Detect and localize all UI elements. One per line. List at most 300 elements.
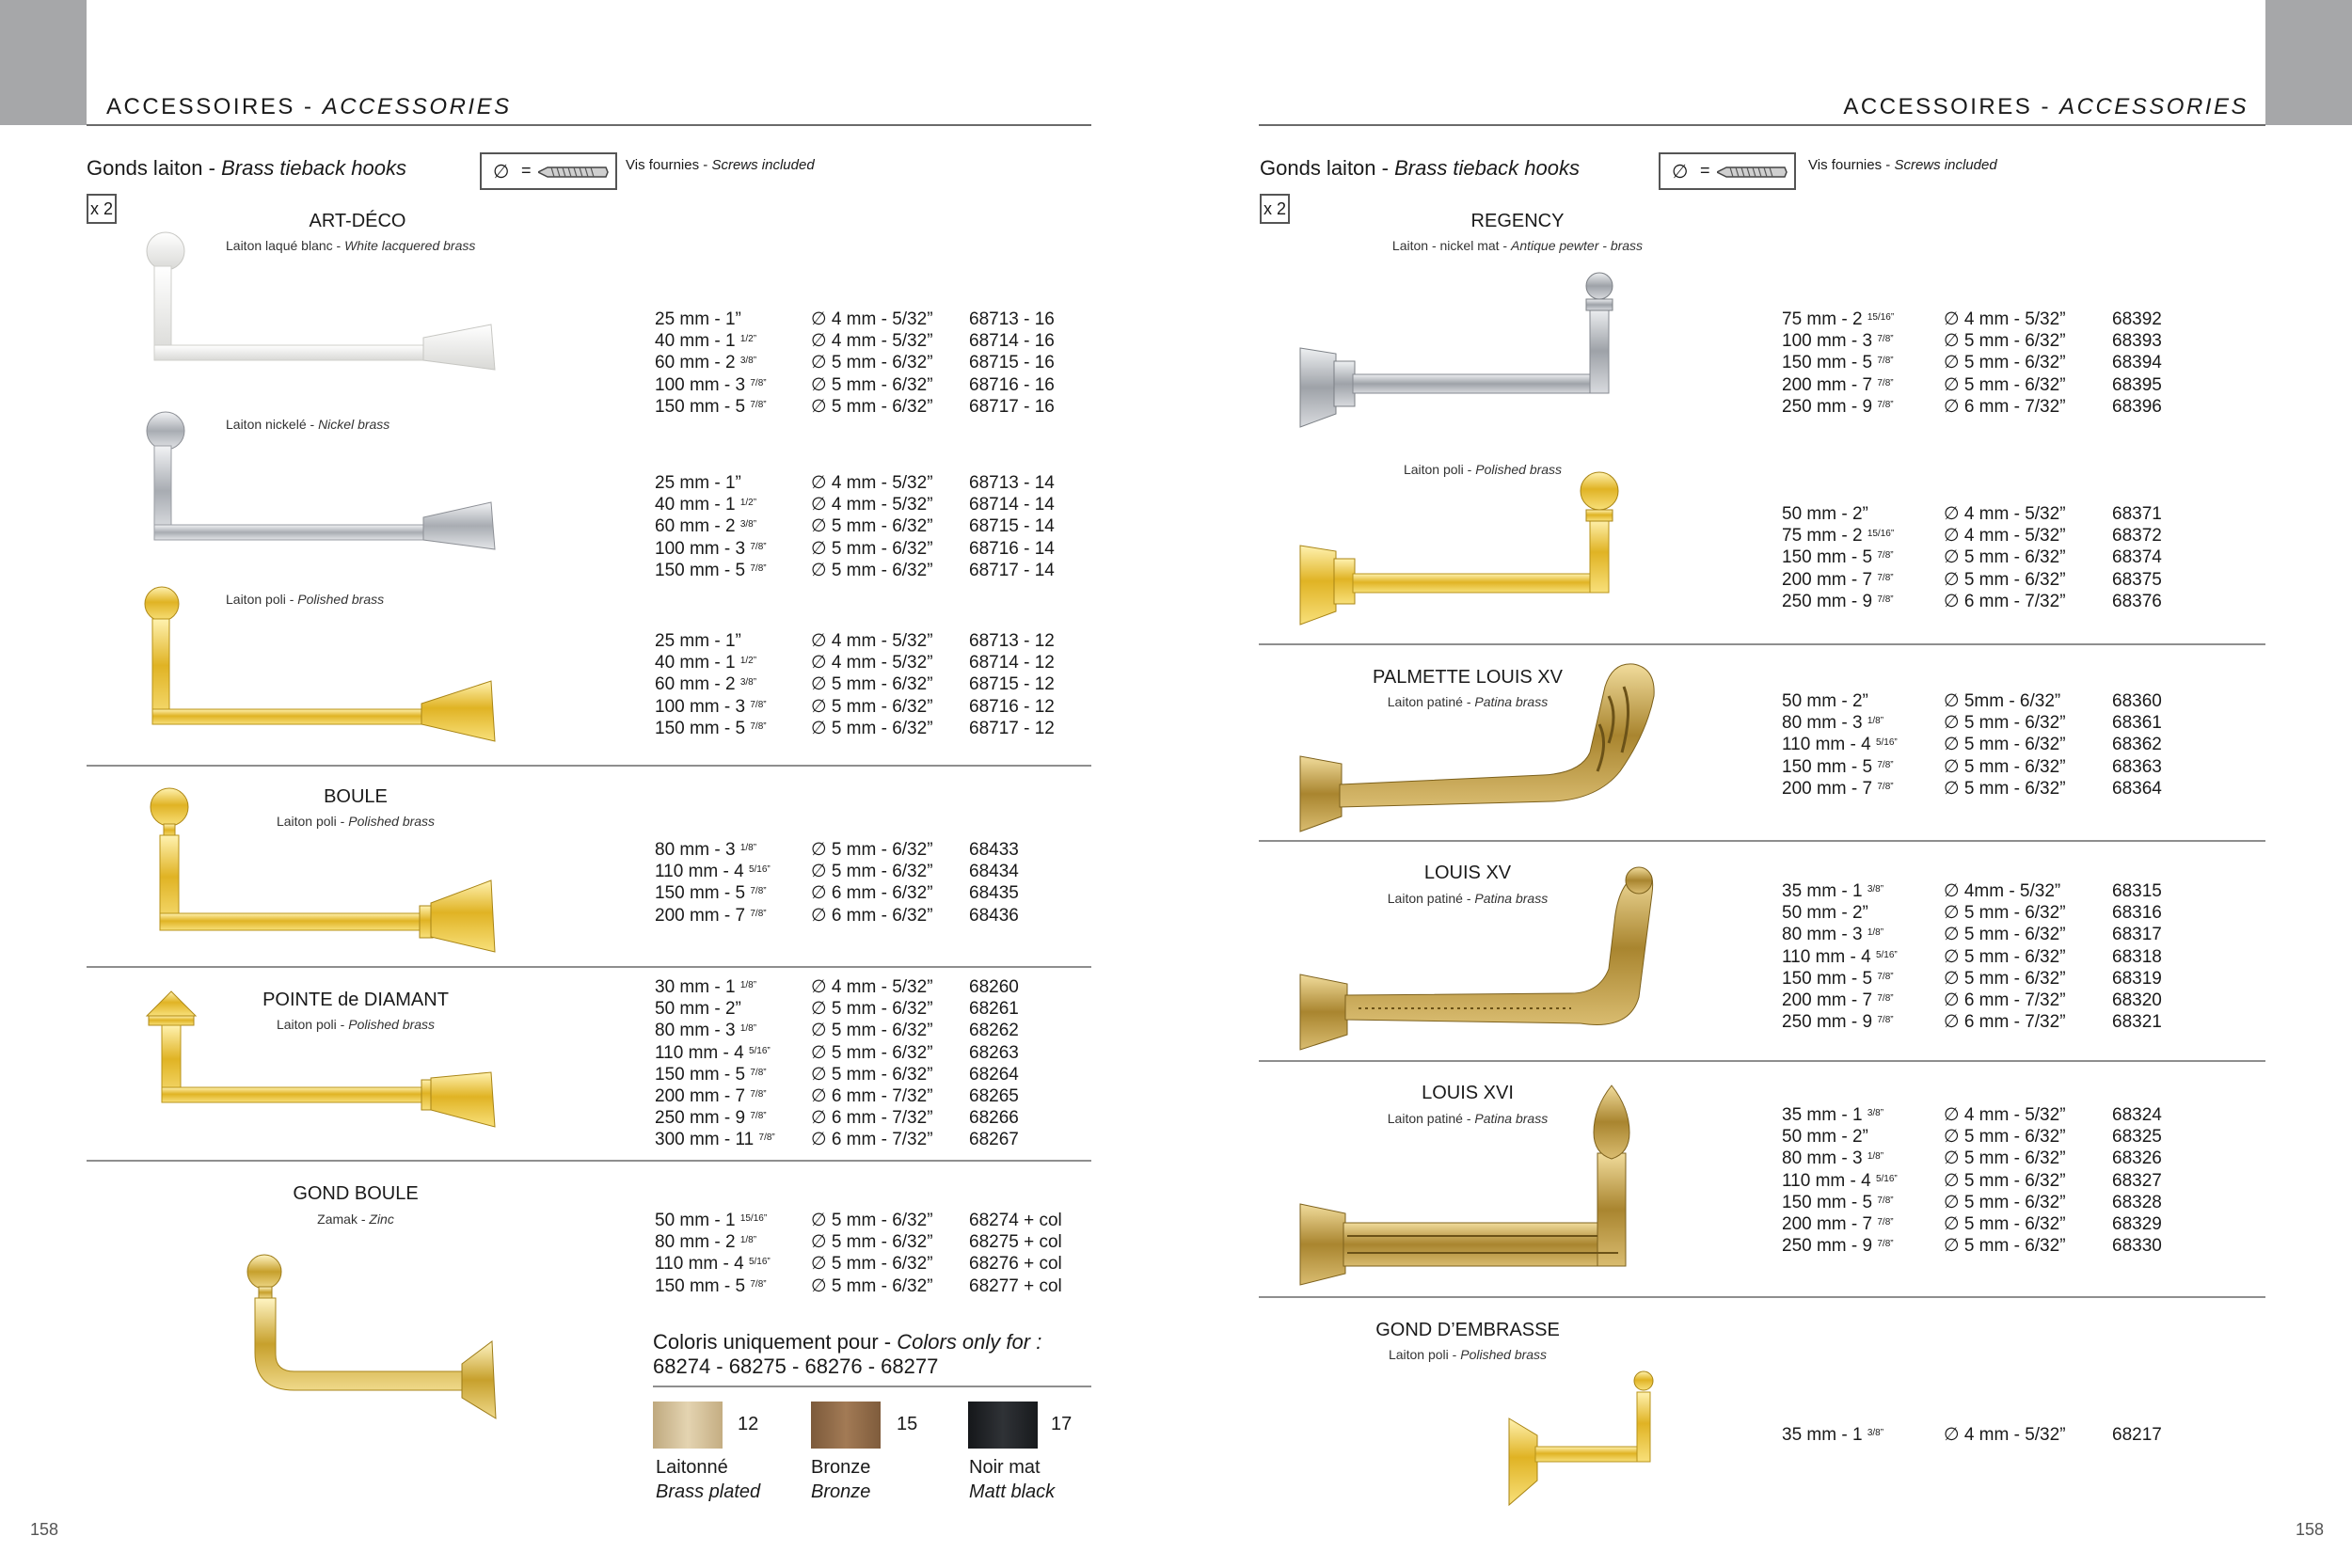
screw-cell: ∅ 4 mm - 5/32” bbox=[1944, 526, 2066, 546]
size-cell: 110 mm - 4 $^{5/16”}$ bbox=[1782, 1170, 1898, 1191]
screw-cell: ∅ 5 mm - 6/32” bbox=[811, 353, 933, 373]
reference-cell: 68267 bbox=[969, 1130, 1019, 1150]
reference-cell: 68362 bbox=[2112, 735, 2162, 755]
product-name-gond-boule: GOND BOULE bbox=[293, 1183, 419, 1204]
size-fraction: 7/8” bbox=[750, 1067, 767, 1078]
size-cell: 80 mm - 3 $^{1/8”}$ bbox=[655, 1021, 757, 1041]
reference-cell: 68371 bbox=[2112, 504, 2162, 524]
size-fraction: 5/16” bbox=[1875, 949, 1898, 960]
screw-cell: ∅ 5 mm - 6/32” bbox=[811, 1254, 933, 1275]
reference-cell: 68329 bbox=[2112, 1213, 2162, 1234]
swatch-label-matt-black: Noir mat Matt black bbox=[969, 1457, 1056, 1502]
size-cell: 60 mm - 2 $^{3/8”}$ bbox=[655, 353, 757, 373]
reference-cell: 68321 bbox=[2112, 1012, 2162, 1033]
size-cell: 250 mm - 9 $^{7/8”}$ bbox=[1782, 591, 1894, 611]
reference-cell: 68266 bbox=[969, 1108, 1019, 1129]
size-cell: 40 mm - 1 $^{1/2”}$ bbox=[655, 495, 757, 515]
material-gond-dembrasse: Laiton poli - Polished brass bbox=[1388, 1347, 1548, 1362]
screw-cell: ∅ 5 mm - 6/32” bbox=[1944, 946, 2066, 967]
size-fraction: 5/16” bbox=[1875, 737, 1898, 749]
screw-cell: ∅ 5 mm - 6/32” bbox=[1944, 1192, 2066, 1212]
size-cell: 60 mm - 2 $^{3/8”}$ bbox=[655, 516, 757, 537]
reference-cell: 68717 - 12 bbox=[969, 718, 1055, 738]
size-fraction: 5/16” bbox=[1875, 1173, 1898, 1184]
louis-xv-hook-image bbox=[1298, 856, 1731, 1053]
size-fraction: 1/8” bbox=[739, 980, 757, 990]
size-fraction: 7/8” bbox=[1877, 1216, 1894, 1227]
screw-cell: ∅ 4mm - 5/32” bbox=[1944, 881, 2061, 901]
screw-cell: ∅ 5 mm - 6/32” bbox=[1944, 735, 2066, 755]
screw-cell: ∅ 6 mm - 7/32” bbox=[811, 1130, 933, 1150]
screw-cell: ∅ 5 mm - 6/32” bbox=[811, 1211, 933, 1230]
screw-cell: ∅ 5 mm - 6/32” bbox=[1944, 353, 2066, 373]
screw-cell: ∅ 5 mm - 6/32” bbox=[1944, 968, 2066, 989]
reference-cell: 68394 bbox=[2112, 353, 2162, 373]
screw-cell: ∅ 6 mm - 6/32” bbox=[811, 883, 933, 904]
left-quantity-badge: x 2 bbox=[87, 194, 117, 224]
size-fraction: 1/8” bbox=[1867, 716, 1884, 727]
screw-cell: ∅ 5 mm - 6/32” bbox=[1944, 569, 2066, 590]
swatch-number: 17 bbox=[1051, 1414, 1073, 1434]
reference-cell: 68376 bbox=[2112, 591, 2162, 611]
reference-cell: 68263 bbox=[969, 1042, 1019, 1063]
reference-cell: 68364 bbox=[2112, 778, 2162, 799]
reference-cell: 68717 - 14 bbox=[969, 560, 1055, 580]
screw-cell: ∅ 5 mm - 6/32” bbox=[811, 516, 933, 537]
right-screw-legend bbox=[1659, 152, 1796, 190]
pointe-de-diamant-hook-image bbox=[141, 988, 499, 1129]
screw-cell: ∅ 6 mm - 7/32” bbox=[1944, 1012, 2066, 1033]
size-cell: 150 mm - 5 $^{7/8”}$ bbox=[1782, 353, 1894, 373]
size-fraction: 1/8” bbox=[739, 1023, 757, 1035]
screw-cell: ∅ 6 mm - 7/32” bbox=[1944, 591, 2066, 611]
size-fraction: 3/8” bbox=[1867, 884, 1884, 895]
reference-cell: 68715 - 12 bbox=[969, 674, 1055, 695]
reference-cell: 68714 - 14 bbox=[969, 495, 1055, 515]
size-cell: 100 mm - 3 $^{7/8”}$ bbox=[655, 374, 767, 395]
size-fraction: 1/2” bbox=[739, 334, 757, 345]
size-cell: 200 mm - 7 $^{7/8”}$ bbox=[1782, 374, 1894, 395]
size-fraction: 15/16” bbox=[1867, 312, 1895, 323]
swatch-label-bronze: Bronze Bronze bbox=[811, 1457, 871, 1502]
screw-cell: ∅ 5 mm - 6/32” bbox=[811, 374, 933, 395]
reference-cell: 68276 + col bbox=[969, 1254, 1062, 1275]
diameter-symbol: ∅ bbox=[1672, 162, 1689, 182]
size-cell: 110 mm - 4 $^{5/16”}$ bbox=[655, 1254, 771, 1275]
left-header-rule bbox=[87, 124, 1091, 126]
reference-cell: 68328 bbox=[2112, 1192, 2162, 1212]
size-fraction: 7/8” bbox=[1877, 399, 1894, 410]
size-cell: 250 mm - 9 $^{7/8”}$ bbox=[1782, 396, 1894, 417]
size-cell: 110 mm - 4 $^{5/16”}$ bbox=[1782, 946, 1898, 967]
size-cell: 150 mm - 5 $^{7/8”}$ bbox=[1782, 968, 1894, 989]
size-cell: 200 mm - 7 $^{7/8”}$ bbox=[1782, 990, 1894, 1010]
screw-cell: ∅ 4 mm - 5/32” bbox=[811, 977, 933, 997]
reference-cell: 68716 - 12 bbox=[969, 696, 1055, 717]
reference-cell: 68392 bbox=[2112, 309, 2162, 329]
size-fraction: 15/16” bbox=[739, 1213, 768, 1224]
art-deco-nickel-hook-image bbox=[141, 410, 499, 551]
size-cell: 110 mm - 4 $^{5/16”}$ bbox=[655, 1042, 771, 1063]
divider bbox=[1259, 840, 2265, 842]
reference-cell: 68217 bbox=[2112, 1425, 2162, 1445]
reference-cell: 68319 bbox=[2112, 968, 2162, 989]
screw-cell: ∅ 5 mm - 6/32” bbox=[811, 396, 933, 417]
divider bbox=[1259, 1060, 2265, 1062]
screw-icon bbox=[1717, 164, 1788, 181]
screw-cell: ∅ 6 mm - 6/32” bbox=[811, 905, 933, 926]
size-fraction: 7/8” bbox=[1877, 759, 1894, 770]
reference-cell: 68325 bbox=[2112, 1127, 2162, 1148]
size-fraction: 1/8” bbox=[1867, 927, 1884, 939]
swatch-matt-black bbox=[968, 1402, 1038, 1449]
size-fraction: 7/8” bbox=[1877, 1015, 1894, 1026]
palmette-louis-xv-hook-image bbox=[1298, 658, 1712, 837]
reference-cell: 68715 - 16 bbox=[969, 353, 1055, 373]
size-fraction: 1/2” bbox=[739, 498, 757, 509]
material-gond-boule: Zamak - Zinc bbox=[317, 1212, 394, 1227]
size-fraction: 5/16” bbox=[748, 1257, 771, 1268]
size-cell: 25 mm - 1” bbox=[655, 631, 741, 651]
size-fraction: 5/16” bbox=[748, 1045, 771, 1056]
reference-cell: 68714 - 16 bbox=[969, 331, 1055, 352]
screw-icon bbox=[538, 164, 610, 181]
size-cell: 25 mm - 1” bbox=[655, 473, 741, 493]
screw-cell: ∅ 5 mm - 6/32” bbox=[1944, 1170, 2066, 1191]
material-louis-xv: Laiton patiné - Patina brass bbox=[1387, 891, 1549, 906]
reference-cell: 68717 - 16 bbox=[969, 396, 1055, 417]
size-fraction: 7/8” bbox=[1877, 971, 1894, 982]
screw-cell: ∅ 5 mm - 6/32” bbox=[1944, 713, 2066, 734]
colors-block-title: Coloris uniquement pour - Colors only for : bbox=[653, 1330, 1042, 1354]
left-screw-legend bbox=[480, 152, 617, 190]
reference-cell: 68317 bbox=[2112, 925, 2162, 945]
screw-cell: ∅ 4 mm - 5/32” bbox=[811, 653, 933, 673]
equals-sign: = bbox=[1700, 161, 1710, 180]
reference-cell: 68716 - 16 bbox=[969, 374, 1055, 395]
size-cell: 30 mm - 1 $^{1/8”}$ bbox=[655, 977, 757, 997]
reference-cell: 68360 bbox=[2112, 691, 2162, 711]
reference-cell: 68361 bbox=[2112, 713, 2162, 734]
size-cell: 150 mm - 5 $^{7/8”}$ bbox=[655, 560, 767, 580]
divider bbox=[87, 765, 1091, 767]
screw-cell: ∅ 5 mm - 6/32” bbox=[811, 1021, 933, 1041]
material-polished-brass-art-deco: Laiton poli - Polished brass bbox=[226, 592, 385, 607]
screw-cell: ∅ 5mm - 6/32” bbox=[1944, 691, 2061, 711]
reference-cell: 68436 bbox=[969, 905, 1019, 926]
material-polished-brass-regency: Laiton poli - Polished brass bbox=[1403, 462, 1563, 477]
screw-cell: ∅ 4 mm - 5/32” bbox=[1944, 1105, 2066, 1125]
size-fraction: 7/8” bbox=[1877, 594, 1894, 605]
reference-cell: 68433 bbox=[969, 840, 1019, 860]
size-fraction: 7/8” bbox=[750, 1088, 767, 1100]
left-section-title: Gonds laiton - Brass tieback hooks bbox=[87, 156, 406, 180]
reference-cell: 68326 bbox=[2112, 1148, 2162, 1169]
right-section-title: Gonds laiton - Brass tieback hooks bbox=[1260, 156, 1580, 180]
size-cell: 150 mm - 5 $^{7/8”}$ bbox=[1782, 1192, 1894, 1212]
screw-cell: ∅ 5 mm - 6/32” bbox=[811, 560, 933, 580]
size-fraction: 3/8” bbox=[739, 356, 757, 367]
swatch-number: 12 bbox=[738, 1414, 759, 1434]
right-screws-note: Vis fournies - Screws included bbox=[1808, 157, 1997, 173]
size-cell: 110 mm - 4 $^{5/16”}$ bbox=[1782, 735, 1898, 755]
swatch-number: 15 bbox=[897, 1414, 918, 1434]
screw-cell: ∅ 5 mm - 6/32” bbox=[811, 1275, 933, 1296]
size-fraction: 7/8” bbox=[1877, 1195, 1894, 1206]
material-white-lacquered: Laiton laqué blanc - White lacquered brass bbox=[226, 238, 476, 253]
size-cell: 150 mm - 5 $^{7/8”}$ bbox=[655, 1064, 767, 1085]
size-fraction: 7/8” bbox=[750, 562, 767, 574]
size-cell: 80 mm - 2 $^{1/8”}$ bbox=[655, 1232, 757, 1253]
size-cell: 100 mm - 3 $^{7/8”}$ bbox=[1782, 331, 1894, 352]
colors-block-refs: 68274 - 68275 - 68276 - 68277 bbox=[653, 1354, 939, 1378]
screw-cell: ∅ 5 mm - 6/32” bbox=[1944, 547, 2066, 568]
size-cell: 200 mm - 7 $^{7/8”}$ bbox=[655, 1085, 767, 1106]
material-louis-xvi: Laiton patiné - Patina brass bbox=[1387, 1111, 1549, 1126]
screw-cell: ∅ 4 mm - 5/32” bbox=[1944, 1425, 2066, 1445]
reference-cell: 68261 bbox=[969, 999, 1019, 1020]
reference-cell: 68716 - 14 bbox=[969, 538, 1055, 559]
swatch-label-brass-plated: Laitonné Brass plated bbox=[656, 1457, 761, 1502]
size-cell: 150 mm - 5 $^{7/8”}$ bbox=[655, 718, 767, 738]
size-cell: 250 mm - 9 $^{7/8”}$ bbox=[1782, 1236, 1894, 1257]
reference-cell: 68316 bbox=[2112, 903, 2162, 924]
product-name-gond-dembrasse: GOND D’EMBRASSE bbox=[1375, 1320, 1560, 1340]
reference-cell: 68320 bbox=[2112, 990, 2162, 1010]
screw-cell: ∅ 5 mm - 6/32” bbox=[811, 538, 933, 559]
size-fraction: 7/8” bbox=[1877, 1239, 1894, 1250]
reference-cell: 68318 bbox=[2112, 946, 2162, 967]
size-cell: 35 mm - 1 $^{3/8”}$ bbox=[1782, 881, 1884, 901]
reference-cell: 68260 bbox=[969, 977, 1019, 997]
size-fraction: 7/8” bbox=[758, 1132, 775, 1144]
regency-pewter-hook-image bbox=[1298, 273, 1628, 433]
screw-cell: ∅ 5 mm - 6/32” bbox=[1944, 778, 2066, 799]
size-cell: 80 mm - 3 $^{1/8”}$ bbox=[1782, 713, 1884, 734]
size-fraction: 1/8” bbox=[1867, 1151, 1884, 1163]
size-fraction: 7/8” bbox=[1877, 334, 1894, 345]
left-page-number: 158 bbox=[30, 1520, 59, 1539]
size-cell: 100 mm - 3 $^{7/8”}$ bbox=[655, 538, 767, 559]
material-boule: Laiton poli - Polished brass bbox=[276, 814, 436, 829]
material-antique-pewter: Laiton - nickel mat - Antique pewter - brass bbox=[1391, 238, 1644, 253]
size-fraction: 1/2” bbox=[739, 656, 757, 667]
product-name-palmette-louis-xv: PALMETTE LOUIS XV bbox=[1373, 667, 1563, 688]
size-fraction: 7/8” bbox=[750, 1278, 767, 1290]
screw-cell: ∅ 4 mm - 5/32” bbox=[811, 473, 933, 493]
screw-cell: ∅ 4 mm - 5/32” bbox=[811, 309, 933, 329]
reference-cell: 68324 bbox=[2112, 1105, 2162, 1125]
reference-cell: 68275 + col bbox=[969, 1232, 1062, 1253]
swatch-bronze bbox=[811, 1402, 881, 1449]
screw-cell: ∅ 5 mm - 6/32” bbox=[1944, 756, 2066, 777]
size-cell: 25 mm - 1” bbox=[655, 309, 741, 329]
size-cell: 200 mm - 7 $^{7/8”}$ bbox=[1782, 1213, 1894, 1234]
size-cell: 80 mm - 3 $^{1/8”}$ bbox=[1782, 925, 1884, 945]
equals-sign: = bbox=[521, 161, 532, 180]
screw-cell: ∅ 5 mm - 6/32” bbox=[811, 862, 933, 882]
screw-cell: ∅ 4 mm - 5/32” bbox=[811, 331, 933, 352]
size-cell: 35 mm - 1 $^{3/8”}$ bbox=[1782, 1425, 1884, 1445]
size-cell: 60 mm - 2 $^{3/8”}$ bbox=[655, 674, 757, 695]
size-fraction: 7/8” bbox=[1877, 781, 1894, 792]
screw-cell: ∅ 5 mm - 6/32” bbox=[811, 999, 933, 1020]
screw-cell: ∅ 4 mm - 5/32” bbox=[1944, 309, 2066, 329]
product-name-regency: REGENCY bbox=[1470, 211, 1565, 231]
screw-cell: ∅ 5 mm - 6/32” bbox=[811, 1232, 933, 1253]
size-fraction: 7/8” bbox=[750, 541, 767, 552]
regency-brass-hook-image bbox=[1298, 468, 1628, 628]
screw-cell: ∅ 5 mm - 6/32” bbox=[1944, 903, 2066, 924]
gond-dembrasse-hook-image bbox=[1505, 1364, 1693, 1514]
material-palmette: Laiton patiné - Patina brass bbox=[1387, 694, 1549, 709]
size-cell: 80 mm - 3 $^{1/8”}$ bbox=[1782, 1148, 1884, 1169]
size-fraction: 7/8” bbox=[750, 721, 767, 732]
screw-cell: ∅ 5 mm - 6/32” bbox=[1944, 1213, 2066, 1234]
screw-cell: ∅ 6 mm - 7/32” bbox=[811, 1085, 933, 1106]
art-deco-brass-hook-image bbox=[141, 581, 499, 746]
size-fraction: 7/8” bbox=[1877, 550, 1894, 562]
screw-cell: ∅ 6 mm - 7/32” bbox=[1944, 990, 2066, 1010]
size-fraction: 7/8” bbox=[750, 399, 767, 410]
reference-cell: 68315 bbox=[2112, 881, 2162, 901]
size-cell: 50 mm - 2” bbox=[655, 999, 741, 1020]
size-fraction: 7/8” bbox=[1877, 572, 1894, 583]
size-cell: 150 mm - 5 $^{7/8”}$ bbox=[1782, 547, 1894, 568]
product-name-boule: BOULE bbox=[324, 786, 388, 807]
material-nickel-brass: Laiton nickelé - Nickel brass bbox=[226, 417, 390, 432]
size-cell: 80 mm - 3 $^{1/8”}$ bbox=[655, 840, 757, 860]
reference-cell: 68363 bbox=[2112, 756, 2162, 777]
product-name-louis-xv: LOUIS XV bbox=[1423, 863, 1512, 883]
reference-cell: 68434 bbox=[969, 862, 1019, 882]
size-cell: 75 mm - 2 $^{15/16”}$ bbox=[1782, 526, 1895, 546]
size-cell: 75 mm - 2 $^{15/16”}$ bbox=[1782, 309, 1895, 329]
reference-cell: 68396 bbox=[2112, 396, 2162, 417]
reference-cell: 68714 - 12 bbox=[969, 653, 1055, 673]
screw-cell: ∅ 5 mm - 6/32” bbox=[1944, 1148, 2066, 1169]
size-cell: 300 mm - 11 $^{7/8”}$ bbox=[655, 1130, 775, 1150]
reference-cell: 68262 bbox=[969, 1021, 1019, 1041]
size-cell: 35 mm - 1 $^{3/8”}$ bbox=[1782, 1105, 1884, 1125]
reference-cell: 68715 - 14 bbox=[969, 516, 1055, 537]
size-fraction: 3/8” bbox=[739, 519, 757, 531]
size-fraction: 7/8” bbox=[750, 377, 767, 388]
size-fraction: 15/16” bbox=[1867, 529, 1895, 540]
screw-cell: ∅ 5 mm - 6/32” bbox=[811, 718, 933, 738]
size-fraction: 1/8” bbox=[739, 843, 757, 853]
size-cell: 150 mm - 5 $^{7/8”}$ bbox=[655, 1275, 767, 1296]
screw-cell: ∅ 5 mm - 6/32” bbox=[811, 674, 933, 695]
reference-cell: 68372 bbox=[2112, 526, 2162, 546]
divider bbox=[653, 1386, 1091, 1387]
screw-cell: ∅ 5 mm - 6/32” bbox=[811, 696, 933, 717]
size-fraction: 3/8” bbox=[1867, 1428, 1884, 1438]
size-fraction: 7/8” bbox=[1877, 992, 1894, 1004]
size-fraction: 7/8” bbox=[750, 699, 767, 710]
screw-cell: ∅ 4 mm - 5/32” bbox=[1944, 504, 2066, 524]
material-pointe: Laiton poli - Polished brass bbox=[276, 1017, 436, 1032]
product-name-pointe-de-diamant: POINTE de DIAMANT bbox=[262, 990, 449, 1010]
right-page-number: 158 bbox=[2296, 1520, 2325, 1539]
right-grey-bar bbox=[2265, 0, 2352, 125]
reference-cell: 68374 bbox=[2112, 547, 2162, 568]
reference-cell: 68393 bbox=[2112, 331, 2162, 352]
divider bbox=[1259, 1296, 2265, 1298]
louis-xvi-hook-image bbox=[1298, 1080, 1712, 1287]
screw-cell: ∅ 5 mm - 6/32” bbox=[1944, 925, 2066, 945]
gond-boule-hook-image bbox=[240, 1251, 503, 1420]
diameter-symbol: ∅ bbox=[493, 162, 510, 182]
screw-cell: ∅ 5 mm - 6/32” bbox=[1944, 1236, 2066, 1257]
product-name-art-deco: ART-DÉCO bbox=[309, 211, 406, 231]
divider bbox=[87, 966, 1091, 968]
reference-cell: 68277 + col bbox=[969, 1275, 1062, 1296]
screw-cell: ∅ 6 mm - 7/32” bbox=[1944, 396, 2066, 417]
size-fraction: 7/8” bbox=[1877, 377, 1894, 388]
screw-cell: ∅ 4 mm - 5/32” bbox=[811, 495, 933, 515]
size-cell: 100 mm - 3 $^{7/8”}$ bbox=[655, 696, 767, 717]
divider bbox=[87, 1160, 1091, 1162]
left-grey-bar bbox=[0, 0, 87, 125]
right-page-header: ACCESSOIRES - ACCESSORIES bbox=[1843, 94, 2249, 119]
left-page-header: ACCESSOIRES - ACCESSORIES bbox=[106, 94, 512, 119]
size-cell: 150 mm - 5 $^{7/8”}$ bbox=[655, 396, 767, 417]
left-screws-note: Vis fournies - Screws included bbox=[626, 157, 815, 173]
reference-cell: 68713 - 16 bbox=[969, 309, 1055, 329]
size-fraction: 1/8” bbox=[739, 1235, 757, 1246]
boule-hook-image bbox=[141, 786, 499, 956]
screw-cell: ∅ 5 mm - 6/32” bbox=[1944, 1127, 2066, 1148]
size-cell: 40 mm - 1 $^{1/2”}$ bbox=[655, 653, 757, 673]
screw-cell: ∅ 5 mm - 6/32” bbox=[1944, 331, 2066, 352]
reference-cell: 68395 bbox=[2112, 374, 2162, 395]
size-cell: 110 mm - 4 $^{5/16”}$ bbox=[655, 862, 771, 882]
reference-cell: 68435 bbox=[969, 883, 1019, 904]
reference-cell: 68274 + col bbox=[969, 1211, 1062, 1230]
art-deco-white-hook-image bbox=[141, 230, 499, 372]
reference-cell: 68265 bbox=[969, 1085, 1019, 1106]
size-fraction: 7/8” bbox=[750, 908, 767, 919]
size-fraction: 7/8” bbox=[1877, 356, 1894, 367]
screw-cell: ∅ 4 mm - 5/32” bbox=[811, 631, 933, 651]
size-cell: 250 mm - 9 $^{7/8”}$ bbox=[1782, 1012, 1894, 1033]
size-cell: 50 mm - 2” bbox=[1782, 504, 1868, 524]
reference-cell: 68327 bbox=[2112, 1170, 2162, 1191]
size-cell: 250 mm - 9 $^{7/8”}$ bbox=[655, 1108, 767, 1129]
screw-cell: ∅ 6 mm - 7/32” bbox=[811, 1108, 933, 1129]
reference-cell: 68713 - 12 bbox=[969, 631, 1055, 651]
screw-cell: ∅ 5 mm - 6/32” bbox=[811, 1042, 933, 1063]
screw-cell: ∅ 5 mm - 6/32” bbox=[811, 840, 933, 860]
size-fraction: 7/8” bbox=[750, 886, 767, 897]
reference-cell: 68375 bbox=[2112, 569, 2162, 590]
size-cell: 200 mm - 7 $^{7/8”}$ bbox=[1782, 569, 1894, 590]
size-fraction: 7/8” bbox=[750, 1111, 767, 1122]
product-name-louis-xvi: LOUIS XVI bbox=[1422, 1083, 1514, 1103]
size-cell: 50 mm - 2” bbox=[1782, 903, 1868, 924]
size-cell: 50 mm - 2” bbox=[1782, 691, 1868, 711]
size-fraction: 3/8” bbox=[739, 677, 757, 689]
size-cell: 50 mm - 1 $^{15/16”}$ bbox=[655, 1211, 768, 1230]
size-fraction: 5/16” bbox=[748, 864, 771, 876]
size-cell: 150 mm - 5 $^{7/8”}$ bbox=[1782, 756, 1894, 777]
size-fraction: 3/8” bbox=[1867, 1108, 1884, 1118]
screw-cell: ∅ 5 mm - 6/32” bbox=[1944, 374, 2066, 395]
size-cell: 40 mm - 1 $^{1/2”}$ bbox=[655, 331, 757, 352]
size-cell: 200 mm - 7 $^{7/8”}$ bbox=[655, 905, 767, 926]
swatch-brass-plated bbox=[653, 1402, 723, 1449]
